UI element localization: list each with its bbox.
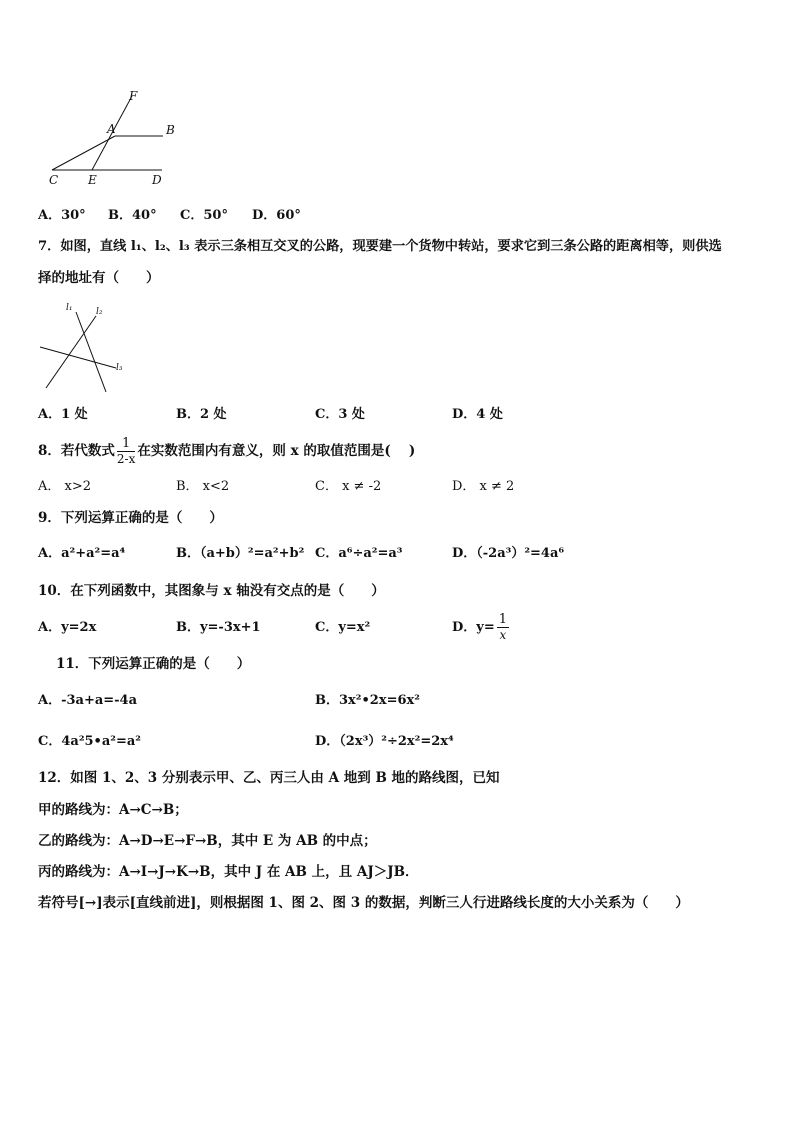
q10-option-d-fraction (497, 612, 509, 643)
q8-fraction-numerator: 1 (117, 436, 135, 452)
label-c: C (49, 173, 59, 187)
q12-stem-line3: 乙的路线为：A→D→E→F→B，其中 E 为 AB 的中点； (38, 833, 377, 849)
line-l3 (40, 347, 116, 368)
q8-option-d: D． x ≠ 2 (452, 479, 515, 494)
q7-option-a: A．1 处 (38, 407, 88, 422)
q6-figure (40, 86, 190, 190)
q12-stem-line1: 12．如图 1、2、3 分别表示甲、乙、丙三人由 A 地到 B 地的路线图，已知 (38, 770, 500, 786)
q12-stem-line2: 甲的路线为：A→C→B； (38, 802, 188, 818)
q6-option-b: B．40° (108, 208, 157, 223)
label-b: B (166, 123, 175, 137)
q9-option-b: B．（a+b）²=a²+b² (176, 546, 305, 561)
q8-option-b: B． x<2 (176, 479, 230, 494)
q7-option-b: B．2 处 (176, 407, 227, 422)
q10-option-d-label: D．y= (452, 620, 495, 635)
q12-stem-line4: 丙的路线为：A→I→J→K→B，其中 J 在 AB 上，且 AJ＞JB． (38, 864, 419, 880)
q8-stem-suffix: 在实数范围内有意义，则 x 的取值范围是( ) (137, 443, 416, 459)
q10-option-c: C．y=x² (315, 620, 371, 635)
q10-option-d (452, 608, 511, 648)
q9-option-d: D．（-2a³）²=4a⁶ (452, 546, 565, 561)
label-l2: l₂ (96, 307, 103, 317)
q11-option-a: A．-3a+a=-4a (38, 693, 138, 708)
q8-fraction (117, 436, 135, 467)
label-l3: l₃ (116, 363, 123, 373)
q10-d-denominator: x (499, 628, 507, 642)
label-l1: l₁ (66, 303, 73, 313)
q9-stem: 9．下列运算正确的是（ ） (38, 510, 223, 526)
label-f: F (129, 89, 138, 103)
q7-option-c: C．3 处 (315, 407, 365, 422)
q7-figure (36, 298, 136, 394)
q9-option-a: A．a²+a²=a⁴ (38, 546, 126, 561)
q10-option-a: A．y=2x (38, 620, 97, 635)
q11-option-b: B．3x²•2x=6x² (315, 693, 420, 708)
label-a: A (107, 122, 116, 136)
q7-stem-line2: 择的地址有（ ） (38, 270, 160, 286)
q10-option-b: B．y=-3x+1 (176, 620, 261, 635)
q6-option-d: D．60° (252, 208, 301, 223)
q8-option-c: C． x ≠ -2 (315, 479, 382, 494)
q8-option-a: A． x>2 (38, 479, 92, 494)
label-e: E (88, 173, 97, 187)
q11-stem: 11．下列运算正确的是（ ） (56, 656, 251, 672)
q11-option-c: C．4a²5•a²=a² (38, 734, 141, 749)
q8-stem-prefix: 8．若代数式 (38, 443, 115, 459)
q8-fraction-denominator: 2-x (116, 452, 136, 466)
q6-option-c: C．50° (180, 208, 228, 223)
q7-option-d: D．4 处 (452, 407, 503, 422)
q11-option-d: D．（2x³）²÷2x²=2x⁴ (315, 734, 454, 749)
q9-option-c: C．a⁶÷a²=a³ (315, 546, 403, 561)
label-d: D (152, 173, 162, 187)
q12-stem-line5: 若符号[→]表示[直线前进]，则根据图 1、图 2、图 3 的数据，判断三人行进路线长度的大小关系为（ ） (38, 895, 689, 911)
line-ca (52, 136, 115, 170)
q8-stem (38, 432, 415, 470)
q10-stem: 10．在下列函数中，其图象与 x 轴没有交点的是（ ） (38, 583, 385, 599)
q6-option-a: A．30° (38, 208, 86, 223)
line-l2 (46, 316, 96, 388)
q7-stem-line1: 7．如图，直线 l₁、l₂、l₃ 表示三条相互交叉的公路，现要建一个货物中转站，要求它到三条公路的距离相等，则供选 (38, 239, 722, 254)
q10-d-numerator: 1 (498, 612, 508, 627)
